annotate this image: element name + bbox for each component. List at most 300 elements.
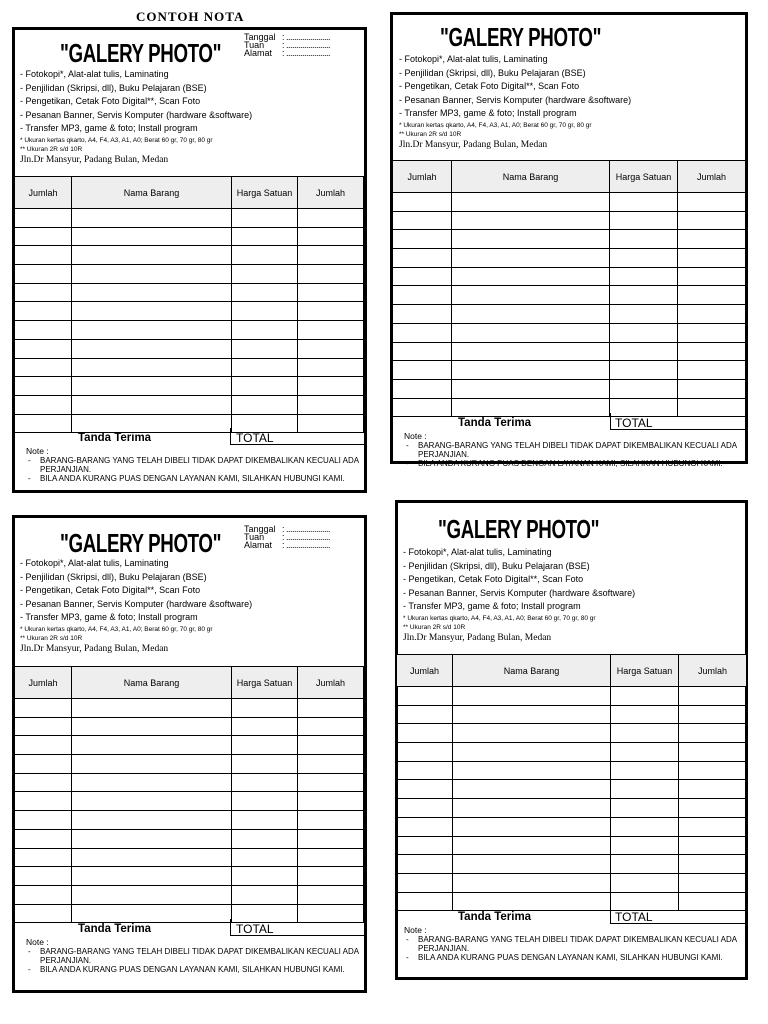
shop-name: "GALERY PHOTO" [438, 514, 600, 544]
jumlah-total-cell[interactable] [679, 724, 747, 743]
fine-print: * Ukuran kertas qkarto, A4, F4, A3, A1, A0; Berat 60 gr, 70 gr, 80 gr [403, 614, 596, 622]
nama-barang-cell[interactable] [452, 286, 610, 305]
table-row [15, 736, 364, 755]
nama-barang-cell[interactable] [72, 339, 232, 358]
jumlah-total-cell[interactable] [678, 249, 746, 268]
jumlah-cell[interactable] [15, 755, 72, 774]
service-item: - Transfer MP3, game & foto; Install program [399, 108, 577, 118]
table-row [397, 780, 747, 799]
fine-print: * Ukuran kertas qkarto, A4, F4, A3, A1, A0; Berat 60 gr, 70 gr, 80 gr [20, 136, 213, 144]
nama-barang-cell[interactable] [72, 717, 232, 736]
table-header-row [15, 667, 364, 699]
jumlah-cell[interactable] [15, 904, 72, 923]
page-title: CONTOH NOTA [136, 9, 245, 24]
nama-barang-cell[interactable] [72, 209, 232, 228]
jumlah-total-cell[interactable] [298, 377, 364, 396]
service-item: - Penjilidan (Skripsi, dll), Buku Pelajaran (BSE) [20, 82, 207, 93]
jumlah-total-cell[interactable] [678, 305, 746, 324]
table-row [397, 724, 747, 743]
notes-section [404, 926, 752, 962]
jumlah-total-cell[interactable] [679, 817, 747, 836]
jumlah-cell[interactable] [393, 267, 452, 286]
jumlah-cell[interactable] [15, 867, 72, 886]
col-harga-satuan-header: Harga Satuan [611, 655, 679, 687]
note-title: Note : [26, 937, 49, 947]
nama-barang-cell[interactable] [72, 321, 232, 340]
table-header-row [393, 161, 746, 193]
nama-barang-cell[interactable] [72, 283, 232, 302]
services-list [20, 68, 252, 166]
receipt-meta [244, 33, 330, 57]
nama-barang-cell[interactable] [72, 377, 232, 396]
table-row [397, 705, 747, 724]
alamat-row [244, 541, 330, 549]
nama-barang-cell[interactable] [72, 227, 232, 246]
table-body [393, 193, 746, 417]
jumlah-cell[interactable] [15, 829, 72, 848]
col-nama-barang-header: Nama Barang [453, 655, 611, 687]
jumlah-cell[interactable] [397, 855, 453, 874]
table-row [15, 246, 364, 265]
harga-satuan-cell[interactable] [232, 829, 298, 848]
table-row [15, 792, 364, 811]
jumlah-cell[interactable] [393, 342, 452, 361]
tanda-terima-label: Tanda Terima [78, 923, 152, 935]
col-jumlah-total-header: Jumlah [298, 667, 364, 699]
jumlah-cell[interactable] [393, 379, 452, 398]
harga-satuan-cell[interactable] [232, 755, 298, 774]
jumlah-total-cell[interactable] [298, 358, 364, 377]
nama-barang-cell[interactable] [72, 736, 232, 755]
harga-satuan-cell[interactable] [611, 780, 679, 799]
service-item: - Pengetikan, Cetak Foto Digital**, Scan Foto [20, 96, 201, 106]
table-row [397, 743, 747, 762]
fine-print: * Ukuran kertas qkarto, A4, F4, A3, A1, A0; Berat 60 gr, 70 gr, 80 gr [399, 121, 592, 129]
alamat-field[interactable]: : ...................... [282, 48, 331, 58]
harga-satuan-cell[interactable] [232, 246, 298, 265]
jumlah-cell[interactable] [15, 283, 72, 302]
fine-print: ** Ukuran 2R s/d 10R [20, 145, 83, 153]
col-jumlah-header: Jumlah [397, 655, 453, 687]
jumlah-total-cell[interactable] [298, 395, 364, 414]
service-item: - Transfer MP3, game & foto; Install program [403, 601, 581, 611]
nama-barang-cell[interactable] [453, 743, 611, 762]
jumlah-cell[interactable] [15, 811, 72, 830]
harga-satuan-cell[interactable] [232, 209, 298, 228]
table-row [393, 267, 746, 286]
harga-satuan-cell[interactable] [232, 302, 298, 321]
nama-barang-cell[interactable] [453, 724, 611, 743]
jumlah-cell[interactable] [15, 265, 72, 284]
table-row [15, 227, 364, 246]
nama-barang-cell[interactable] [72, 773, 232, 792]
harga-satuan-cell[interactable] [610, 193, 678, 212]
table-row [15, 395, 364, 414]
jumlah-total-cell[interactable] [298, 227, 364, 246]
nama-barang-cell[interactable] [452, 361, 610, 380]
harga-satuan-cell[interactable] [611, 817, 679, 836]
nama-barang-cell[interactable] [72, 358, 232, 377]
jumlah-cell[interactable] [15, 792, 72, 811]
jumlah-cell[interactable] [15, 395, 72, 414]
jumlah-total-cell[interactable] [298, 283, 364, 302]
jumlah-cell[interactable] [397, 817, 453, 836]
jumlah-cell[interactable] [15, 339, 72, 358]
jumlah-total-cell[interactable] [298, 736, 364, 755]
harga-satuan-cell[interactable] [611, 855, 679, 874]
jumlah-cell[interactable] [397, 873, 453, 892]
table-row [393, 342, 746, 361]
harga-satuan-cell[interactable] [610, 323, 678, 342]
jumlah-total-cell[interactable] [678, 323, 746, 342]
nama-barang-cell[interactable] [452, 305, 610, 324]
service-item: - Pesanan Banner, Servis Komputer (hardware &software) [20, 109, 253, 120]
jumlah-cell[interactable] [393, 230, 452, 249]
jumlah-total-cell[interactable] [298, 302, 364, 321]
note-title: Note : [404, 431, 427, 441]
nama-barang-cell[interactable] [72, 792, 232, 811]
service-item: - Penjilidan (Skripsi, dll), Buku Pelajaran (BSE) [403, 560, 590, 571]
harga-satuan-cell[interactable] [232, 867, 298, 886]
notes-list [404, 441, 752, 468]
col-harga-satuan-header: Harga Satuan [232, 667, 298, 699]
table-row [397, 873, 747, 892]
jumlah-cell[interactable] [15, 246, 72, 265]
harga-satuan-cell[interactable] [232, 792, 298, 811]
items-table [396, 654, 747, 911]
jumlah-total-cell[interactable] [678, 342, 746, 361]
jumlah-total-cell[interactable] [298, 885, 364, 904]
tanggal-label: Tanggal [244, 32, 276, 42]
harga-satuan-cell[interactable] [232, 283, 298, 302]
table-row [397, 836, 747, 855]
jumlah-cell[interactable] [15, 848, 72, 867]
harga-satuan-cell[interactable] [611, 705, 679, 724]
harga-satuan-cell[interactable] [611, 836, 679, 855]
nama-barang-cell[interactable] [452, 267, 610, 286]
alamat-label: Alamat [244, 540, 273, 550]
jumlah-cell[interactable] [15, 209, 72, 228]
harga-satuan-cell[interactable] [611, 687, 679, 706]
nama-barang-cell[interactable] [72, 867, 232, 886]
items-table [14, 176, 364, 433]
jumlah-total-cell[interactable] [679, 687, 747, 706]
nama-barang-cell[interactable] [452, 323, 610, 342]
nama-barang-cell[interactable] [72, 829, 232, 848]
jumlah-total-cell[interactable] [678, 230, 746, 249]
table-row [15, 717, 364, 736]
harga-satuan-cell[interactable] [610, 379, 678, 398]
service-item: - Pengetikan, Cetak Foto Digital**, Scan Foto [20, 585, 201, 595]
notes-list [26, 456, 371, 483]
jumlah-cell[interactable] [15, 227, 72, 246]
jumlah-cell[interactable] [393, 305, 452, 324]
table-row [393, 211, 746, 230]
nama-barang-cell[interactable] [453, 892, 611, 911]
jumlah-cell[interactable] [15, 773, 72, 792]
nama-barang-cell[interactable] [72, 848, 232, 867]
jumlah-total-cell[interactable] [298, 792, 364, 811]
jumlah-cell[interactable] [397, 836, 453, 855]
harga-satuan-cell[interactable] [610, 249, 678, 268]
nama-barang-cell[interactable] [72, 414, 232, 433]
service-item: - Fotokopi*, Alat-alat tulis, Laminating [20, 558, 169, 568]
jumlah-cell[interactable] [15, 717, 72, 736]
harga-satuan-cell[interactable] [611, 743, 679, 762]
table-row [393, 286, 746, 305]
harga-satuan-cell[interactable] [610, 230, 678, 249]
note-item: - BILA ANDA KURANG PUAS DENGAN LAYANAN KAMI, SILAHKAN HUBUNGI KAMI. [26, 965, 371, 974]
notes-section [26, 447, 371, 483]
jumlah-cell[interactable] [15, 885, 72, 904]
tanggal-field[interactable]: : ...................... [282, 524, 331, 534]
nama-barang-cell[interactable] [72, 811, 232, 830]
nama-barang-cell[interactable] [453, 799, 611, 818]
harga-satuan-cell[interactable] [232, 811, 298, 830]
jumlah-total-cell[interactable] [298, 829, 364, 848]
jumlah-total-cell[interactable] [679, 873, 747, 892]
jumlah-cell[interactable] [15, 358, 72, 377]
table-row [397, 855, 747, 874]
nama-barang-cell[interactable] [452, 193, 610, 212]
fine-print: ** Ukuran 2R s/d 10R [403, 623, 466, 631]
note-item: - BILA ANDA KURANG PUAS DENGAN LAYANAN KAMI, SILAHKAN HUBUNGI KAMI. [404, 953, 752, 962]
shop-name: "GALERY PHOTO" [60, 38, 222, 68]
jumlah-total-cell[interactable] [298, 209, 364, 228]
table-header-row [15, 177, 364, 209]
harga-satuan-cell[interactable] [232, 773, 298, 792]
nama-barang-cell[interactable] [72, 395, 232, 414]
jumlah-total-cell[interactable] [679, 855, 747, 874]
fine-print: * Ukuran kertas qkarto, A4, F4, A3, A1, A0; Berat 60 gr, 70 gr, 80 gr [20, 625, 213, 633]
table-row [397, 799, 747, 818]
harga-satuan-cell[interactable] [232, 736, 298, 755]
services-list [403, 546, 635, 644]
harga-satuan-cell[interactable] [232, 358, 298, 377]
nama-barang-cell[interactable] [452, 211, 610, 230]
jumlah-cell[interactable] [393, 398, 452, 417]
nama-barang-cell[interactable] [453, 705, 611, 724]
nama-barang-cell[interactable] [452, 379, 610, 398]
notes-section [404, 432, 752, 468]
harga-satuan-cell[interactable] [232, 395, 298, 414]
nama-barang-cell[interactable] [72, 699, 232, 718]
tuan-label: Tuan [244, 532, 265, 542]
tanggal-field[interactable]: : ...................... [282, 32, 331, 42]
nama-barang-cell[interactable] [452, 230, 610, 249]
jumlah-cell[interactable] [393, 323, 452, 342]
harga-satuan-cell[interactable] [610, 361, 678, 380]
table-row [15, 339, 364, 358]
jumlah-total-cell[interactable] [678, 379, 746, 398]
jumlah-cell[interactable] [397, 780, 453, 799]
nama-barang-cell[interactable] [72, 265, 232, 284]
jumlah-total-cell[interactable] [298, 717, 364, 736]
jumlah-total-cell[interactable] [298, 773, 364, 792]
table-row [393, 230, 746, 249]
harga-satuan-cell[interactable] [610, 267, 678, 286]
jumlah-cell[interactable] [397, 724, 453, 743]
harga-satuan-cell[interactable] [232, 885, 298, 904]
service-item: - Fotokopi*, Alat-alat tulis, Laminating [403, 547, 552, 557]
nama-barang-cell[interactable] [453, 817, 611, 836]
nama-barang-cell[interactable] [453, 761, 611, 780]
harga-satuan-cell[interactable] [611, 799, 679, 818]
jumlah-total-cell[interactable] [679, 799, 747, 818]
nama-barang-cell[interactable] [453, 780, 611, 799]
jumlah-cell[interactable] [397, 761, 453, 780]
jumlah-total-cell[interactable] [678, 211, 746, 230]
table-row [393, 193, 746, 212]
tuan-field[interactable]: : ...................... [282, 40, 331, 50]
harga-satuan-cell[interactable] [232, 377, 298, 396]
alamat-field[interactable]: : ...................... [282, 540, 331, 550]
jumlah-cell[interactable] [15, 414, 72, 433]
jumlah-total-cell[interactable] [298, 867, 364, 886]
harga-satuan-cell[interactable] [611, 724, 679, 743]
service-item: - Fotokopi*, Alat-alat tulis, Laminating [20, 69, 169, 79]
service-item: - Pesanan Banner, Servis Komputer (hardware &software) [403, 587, 636, 598]
jumlah-total-cell[interactable] [298, 811, 364, 830]
nama-barang-cell[interactable] [452, 398, 610, 417]
jumlah-cell[interactable] [393, 249, 452, 268]
jumlah-total-cell[interactable] [679, 836, 747, 855]
service-item: - Transfer MP3, game & foto; Install program [20, 612, 198, 622]
table-row [15, 283, 364, 302]
jumlah-total-cell[interactable] [298, 246, 364, 265]
col-nama-barang-header: Nama Barang [72, 177, 232, 209]
col-nama-barang-header: Nama Barang [72, 667, 232, 699]
jumlah-total-cell[interactable] [298, 339, 364, 358]
harga-satuan-cell[interactable] [611, 761, 679, 780]
notes-list [404, 935, 752, 962]
service-item: - Pesanan Banner, Servis Komputer (hardware &software) [20, 598, 253, 609]
services-list [20, 557, 252, 655]
table-row [15, 829, 364, 848]
jumlah-total-cell[interactable] [298, 699, 364, 718]
jumlah-total-cell[interactable] [679, 743, 747, 762]
table-row [397, 817, 747, 836]
table-row [15, 377, 364, 396]
tanda-terima-label: Tanda Terima [458, 911, 532, 923]
tuan-label: Tuan [244, 40, 265, 50]
shop-address: Jln.Dr Mansyur, Padang Bulan, Medan [399, 139, 548, 150]
tanda-terima-label: Tanda Terima [458, 417, 532, 429]
harga-satuan-cell[interactable] [232, 848, 298, 867]
harga-satuan-cell[interactable] [610, 342, 678, 361]
jumlah-cell[interactable] [15, 377, 72, 396]
note-item: - BILA ANDA KURANG PUAS DENGAN LAYANAN KAMI, SILAHKAN HUBUNGI KAMI. [26, 474, 371, 483]
jumlah-total-cell[interactable] [679, 705, 747, 724]
table-row [15, 699, 364, 718]
note-item: - BARANG-BARANG YANG TELAH DIBELI TIDAK DAPAT DIKEMBALIKAN KECUALI ADA PERJANJIAN. [26, 456, 371, 474]
jumlah-total-cell[interactable] [298, 755, 364, 774]
table-row [397, 761, 747, 780]
jumlah-total-cell[interactable] [298, 848, 364, 867]
jumlah-total-cell[interactable] [679, 780, 747, 799]
nama-barang-cell[interactable] [453, 836, 611, 855]
jumlah-cell[interactable] [397, 892, 453, 911]
jumlah-cell[interactable] [397, 687, 453, 706]
nama-barang-cell[interactable] [453, 687, 611, 706]
table-row [15, 358, 364, 377]
notes-list [26, 947, 371, 974]
jumlah-total-cell[interactable] [679, 761, 747, 780]
note-item: - BILA ANDA KURANG PUAS DENGAN LAYANAN KAMI, SILAHKAN HUBUNGI KAMI. [404, 459, 752, 468]
nama-barang-cell[interactable] [72, 302, 232, 321]
alamat-row [244, 49, 330, 57]
harga-satuan-cell[interactable] [610, 305, 678, 324]
table-row [15, 755, 364, 774]
col-harga-satuan-header: Harga Satuan [232, 177, 298, 209]
service-item: - Penjilidan (Skripsi, dll), Buku Pelajaran (BSE) [20, 571, 207, 582]
jumlah-cell[interactable] [397, 705, 453, 724]
jumlah-total-cell[interactable] [678, 193, 746, 212]
note-item: - BARANG-BARANG YANG TELAH DIBELI TIDAK DAPAT DIKEMBALIKAN KECUALI ADA PERJANJIAN. [26, 947, 371, 965]
nama-barang-cell[interactable] [72, 904, 232, 923]
jumlah-cell[interactable] [393, 211, 452, 230]
tuan-field[interactable]: : ...................... [282, 532, 331, 542]
shop-address: Jln.Dr Mansyur, Padang Bulan, Medan [20, 643, 169, 654]
jumlah-total-cell[interactable] [298, 321, 364, 340]
jumlah-total-cell[interactable] [678, 286, 746, 305]
jumlah-cell[interactable] [393, 193, 452, 212]
notes-section [26, 938, 371, 974]
harga-satuan-cell[interactable] [232, 717, 298, 736]
fine-print: ** Ukuran 2R s/d 10R [20, 634, 83, 642]
harga-satuan-cell[interactable] [232, 227, 298, 246]
harga-satuan-cell[interactable] [610, 286, 678, 305]
service-item: - Penjilidan (Skripsi, dll), Buku Pelajaran (BSE) [399, 67, 586, 78]
harga-satuan-cell[interactable] [232, 699, 298, 718]
shop-name: "GALERY PHOTO" [60, 528, 222, 558]
col-jumlah-total-header: Jumlah [298, 177, 364, 209]
harga-satuan-cell[interactable] [611, 873, 679, 892]
table-row [15, 302, 364, 321]
nama-barang-cell[interactable] [452, 342, 610, 361]
table-row [15, 848, 364, 867]
jumlah-cell[interactable] [393, 361, 452, 380]
nama-barang-cell[interactable] [72, 755, 232, 774]
harga-satuan-cell[interactable] [610, 211, 678, 230]
nama-barang-cell[interactable] [72, 246, 232, 265]
jumlah-cell[interactable] [397, 799, 453, 818]
table-row [15, 265, 364, 284]
jumlah-cell[interactable] [15, 321, 72, 340]
table-row [393, 361, 746, 380]
nama-barang-cell[interactable] [72, 885, 232, 904]
jumlah-cell[interactable] [15, 736, 72, 755]
jumlah-cell[interactable] [397, 743, 453, 762]
receipt-meta [244, 525, 330, 549]
harga-satuan-cell[interactable] [232, 339, 298, 358]
items-table [392, 160, 746, 417]
table-body [15, 699, 364, 923]
jumlah-total-cell[interactable] [678, 361, 746, 380]
table-row [15, 867, 364, 886]
jumlah-cell[interactable] [15, 302, 72, 321]
table-row [397, 687, 747, 706]
harga-satuan-cell[interactable] [232, 265, 298, 284]
jumlah-cell[interactable] [15, 699, 72, 718]
jumlah-total-cell[interactable] [678, 267, 746, 286]
nama-barang-cell[interactable] [453, 855, 611, 874]
nama-barang-cell[interactable] [452, 249, 610, 268]
jumlah-total-cell[interactable] [298, 265, 364, 284]
harga-satuan-cell[interactable] [232, 321, 298, 340]
jumlah-cell[interactable] [393, 286, 452, 305]
nama-barang-cell[interactable] [453, 873, 611, 892]
